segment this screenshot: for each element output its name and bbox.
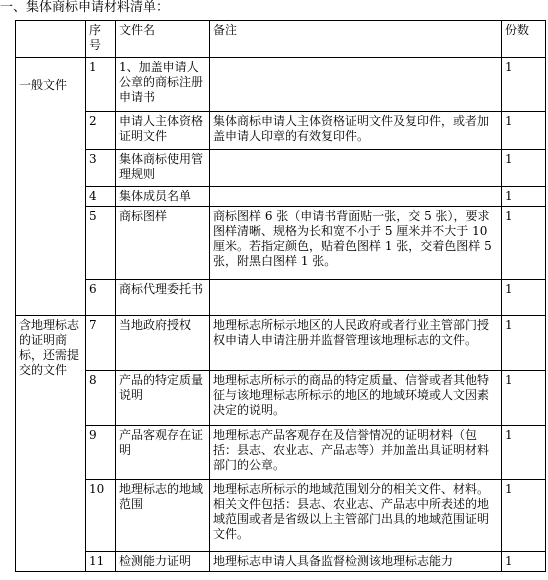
row-file-name: 集体成员名单 — [116, 187, 210, 207]
row-copies: 1 — [502, 187, 546, 207]
header-copies: 份数 — [502, 21, 546, 58]
table-row — [16, 426, 546, 480]
row-file-name: 商标代理委托书 — [116, 280, 210, 316]
row-remarks — [210, 150, 502, 187]
row-number: 6 — [86, 280, 116, 316]
row-remarks: 地理标志产品客观存在及信誉情况的证明材料（包括：县志、农业志、产品志等）并加盖出具证明材料部门的公章。 — [210, 426, 502, 480]
row-copies: 1 — [502, 480, 546, 552]
row-number: 9 — [86, 426, 116, 480]
row-copies: 1 — [502, 58, 546, 112]
header-category — [16, 21, 86, 58]
materials-table — [15, 20, 546, 572]
row-copies: 1 — [502, 552, 546, 572]
row-remarks — [210, 58, 502, 112]
table-row — [16, 316, 546, 371]
table-row — [16, 371, 546, 426]
row-number: 11 — [86, 552, 116, 572]
table-row — [16, 187, 546, 207]
row-number: 2 — [86, 112, 116, 150]
header-row — [16, 21, 546, 58]
row-copies: 1 — [502, 426, 546, 480]
row-file-name: 当地政府授权 — [116, 316, 210, 371]
row-copies: 1 — [502, 280, 546, 316]
header-remarks: 备注 — [210, 21, 502, 58]
row-file-name: 集体商标使用管理规则 — [116, 150, 210, 187]
table-row — [16, 112, 546, 150]
table-row — [16, 150, 546, 187]
table-row — [16, 207, 546, 280]
header-number: 序号 — [86, 21, 116, 58]
row-number: 1 — [86, 58, 116, 112]
row-remarks: 商标图样 6 张（申请书背面贴一张，交 5 张），要求图样清晰、规格为长和宽不小于 5 厘米并不大于 10 厘米。若指定颜色，贴着色图样 1 张，交着色图样 5 张，附黑白图样 1 张。 — [210, 207, 502, 280]
row-remarks: 地理标志所标示的商品的特定质量、信誉或者其他特征与该地理标志所标示的地区的地域环境或人文因素决定的说明。 — [210, 371, 502, 426]
table-row — [16, 280, 546, 316]
header-file-name: 文件名 — [116, 21, 210, 58]
page-title: 一、集体商标申请材料清单： — [0, 0, 170, 15]
row-remarks: 地理标志所标示地区的人民政府或者行业主管部门授权申请人申请注册并监督管理该地理标志的文件。 — [210, 316, 502, 371]
table-row — [16, 552, 546, 572]
row-number: 10 — [86, 480, 116, 552]
row-copies: 1 — [502, 316, 546, 371]
row-remarks — [210, 187, 502, 207]
table-row — [16, 480, 546, 552]
row-remarks: 地理标志所标示的地域范围划分的相关文件、材料。相关文件包括：县志、农业志、产品志中所表述的地域范围或者是省级以上主管部门出具的地域范围证明文件。 — [210, 480, 502, 552]
row-number: 5 — [86, 207, 116, 280]
row-copies: 1 — [502, 150, 546, 187]
row-number: 3 — [86, 150, 116, 187]
row-file-name: 1、加盖申请人公章的商标注册申请书 — [116, 58, 210, 112]
row-file-name: 检测能力证明 — [116, 552, 210, 572]
row-file-name: 商标图样 — [116, 207, 210, 280]
category-general-files: 一般文件 — [16, 58, 86, 316]
row-file-name: 申请人主体资格证明文件 — [116, 112, 210, 150]
row-copies: 1 — [502, 371, 546, 426]
row-number: 7 — [86, 316, 116, 371]
row-copies: 1 — [502, 207, 546, 280]
row-file-name: 产品客观存在证明 — [116, 426, 210, 480]
row-remarks: 地理标志申请人具备监督检测该地理标志能力 — [210, 552, 502, 572]
row-number: 8 — [86, 371, 116, 426]
row-remarks: 集体商标申请人主体资格证明文件及复印件，或者加盖申请人印章的有效复印件。 — [210, 112, 502, 150]
row-remarks — [210, 280, 502, 316]
row-number: 4 — [86, 187, 116, 207]
row-file-name: 地理标志的地域范围 — [116, 480, 210, 552]
category-geographical-indication: 含地理标志的证明商标，还需提交的文件 — [16, 316, 86, 572]
table-row — [16, 58, 546, 112]
row-copies: 1 — [502, 112, 546, 150]
row-file-name: 产品的特定质量说明 — [116, 371, 210, 426]
